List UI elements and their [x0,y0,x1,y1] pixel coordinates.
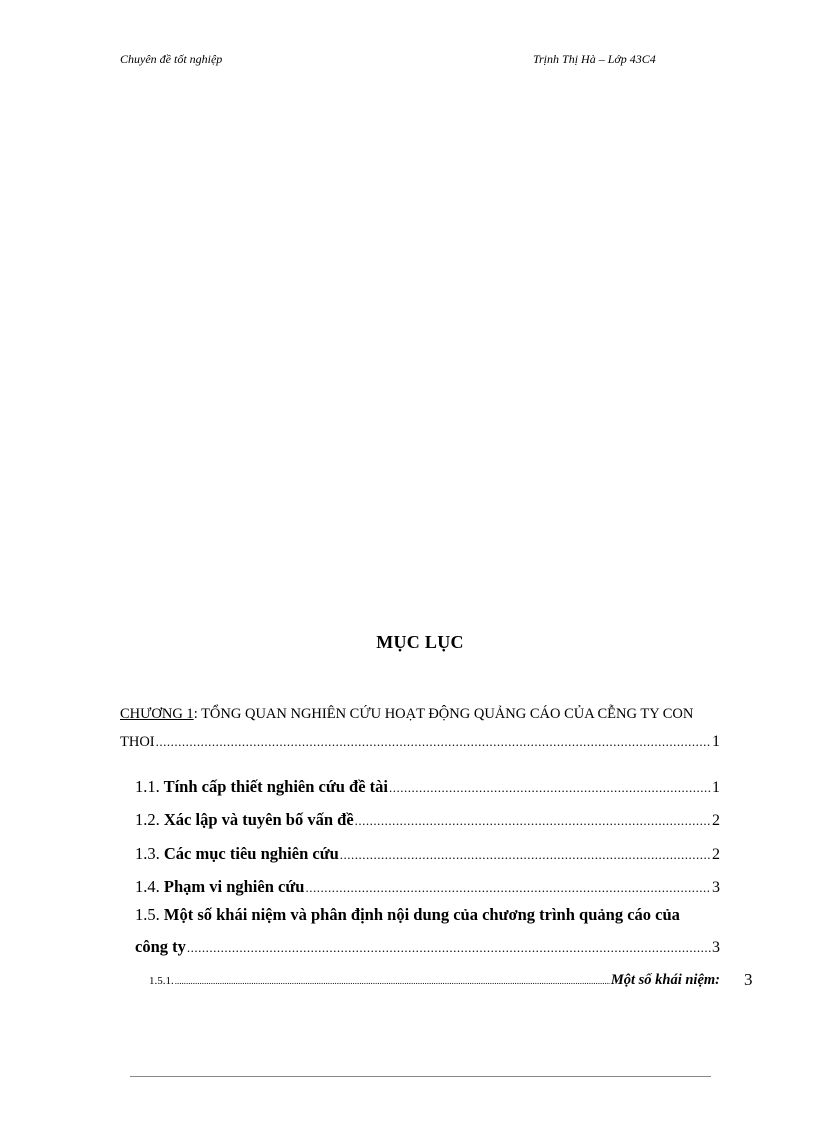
dot-leader [389,780,711,796]
section-number: 1.1. [135,777,160,796]
section-number: 1.4. [135,877,160,896]
page-number: 3 [712,939,720,956]
page-number: 1 [712,779,720,796]
toc-entry-1-5-line1[interactable] [135,905,680,925]
toc-entry-1-4[interactable] [135,877,720,897]
toc-entry-1-5-line2[interactable] [135,937,720,957]
section-number: 1.2. [135,810,160,829]
subsection-title: Một số khái niệm: [610,972,720,988]
section-title-line1: Một số khái niệm và phân định nội dung của chương trình quảng cáo của [163,905,680,924]
dot-leader [175,976,610,986]
dot-leader [305,880,711,896]
chapter-title-line2: THOI [120,734,155,750]
header-left: Chuyên đề tốt nghiệp [120,52,223,66]
section-title-line2: công ty [135,937,186,956]
section-title: Xác lập và tuyên bố vấn đề [163,810,354,829]
page-number: 2 [712,812,720,829]
section-number: 1.3. [135,844,160,863]
toc-entry-1-1[interactable] [135,777,720,797]
chapter-label: CHƯƠNG 1 [120,706,194,722]
section-number: 1.5. [135,905,160,924]
page-number: 2 [712,846,720,863]
section-title: Các mục tiêu nghiên cứu [163,844,339,863]
footer-rule [130,1076,711,1077]
header-right: Trịnh Thị Hà – Lớp 43C4 [533,52,656,66]
dot-leader [156,734,711,750]
toc-title: MỤC LỤC [376,632,464,652]
toc-chapter-1-line2[interactable] [120,733,720,751]
toc-chapter-1-line1[interactable] [120,706,720,723]
dot-leader [187,940,711,956]
section-title: Phạm vi nghiên cứu [163,877,305,896]
toc-entry-1-3[interactable] [135,844,720,864]
toc-entry-1-5-1[interactable] [149,972,720,989]
page-number: 3 [712,879,720,896]
subsection-number: 1.5.1. [149,975,174,987]
dot-leader [340,847,711,863]
toc-entry-1-2[interactable] [135,810,720,830]
chapter-title-line1: : TỔNG QUAN NGHIÊN CỨU HOẠT ĐỘNG QUẢNG CÁO CỦA CỄNG TY CON [193,706,694,722]
section-title: Tính cấp thiết nghiên cứu đề tài [163,777,389,796]
page-number: 1 [712,733,720,750]
subsection-page-number: 3 [744,970,753,989]
dot-leader [355,813,711,829]
